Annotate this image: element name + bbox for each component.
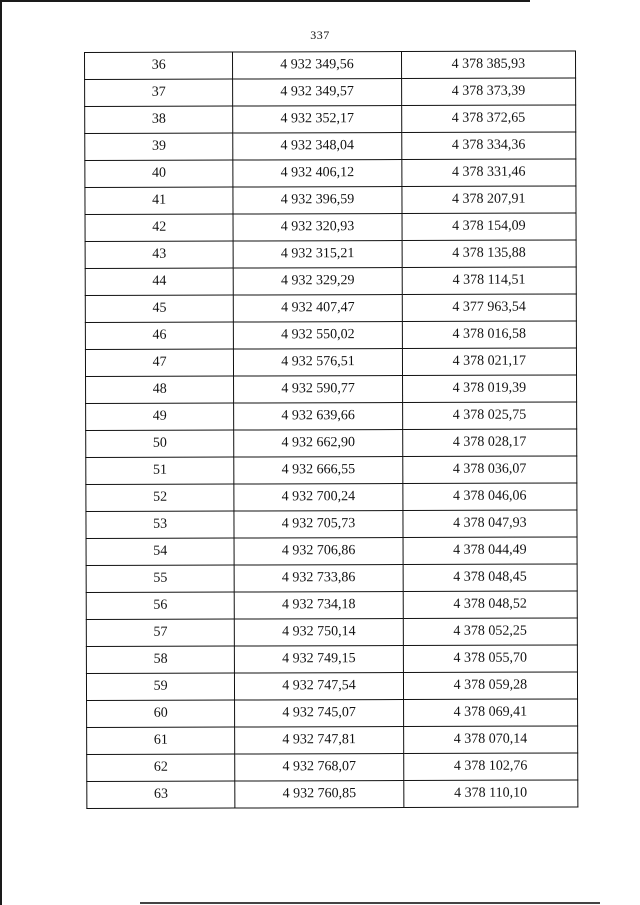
point-number-cell: 58 [86,646,234,673]
x-coordinate-cell: 4 932 706,86 [234,538,402,566]
table-row [86,402,577,431]
x-coordinate-cell: 4 932 734,18 [235,592,403,620]
x-coordinate-cell: 4 932 396,59 [233,187,401,215]
table-row [85,132,576,161]
y-coordinate-cell: 4 378 154,09 [402,213,576,241]
scan-edge-top [0,0,530,2]
x-coordinate-cell: 4 932 590,77 [234,376,402,404]
point-number-cell: 54 [86,538,234,565]
x-coordinate-cell: 4 932 407,47 [234,295,402,323]
table-row [85,213,576,242]
page-number: 337 [310,28,330,42]
x-coordinate-cell: 4 932 576,51 [234,349,402,377]
x-coordinate-cell: 4 932 760,85 [235,781,403,809]
y-coordinate-cell: 4 378 052,25 [403,618,577,646]
x-coordinate-cell: 4 932 329,29 [234,268,402,296]
point-number-cell: 38 [85,106,233,133]
point-number-cell: 43 [85,241,233,268]
x-coordinate-cell: 4 932 550,02 [234,322,402,350]
table-row [85,105,576,134]
table-row [85,321,576,350]
y-coordinate-cell: 4 378 334,36 [401,132,575,160]
point-number-cell: 62 [87,754,235,781]
point-number-cell: 57 [86,619,234,646]
table-row [87,699,578,728]
point-number-cell: 51 [86,457,234,484]
y-coordinate-cell: 4 378 385,93 [401,51,575,79]
point-number-cell: 46 [85,322,233,349]
x-coordinate-cell: 4 932 320,93 [233,214,401,242]
table-row [86,510,577,539]
table-row [86,672,577,701]
coordinates-table-body [85,51,578,809]
point-number-cell: 44 [85,268,233,295]
x-coordinate-cell: 4 932 705,73 [234,511,402,539]
table-row [87,753,578,782]
point-number-cell: 36 [85,52,233,79]
scan-edge-bottom [140,902,600,904]
y-coordinate-cell: 4 378 025,75 [402,402,576,430]
table-row [86,537,577,566]
coordinates-table [84,50,578,809]
table-row [86,618,577,647]
point-number-cell: 63 [87,781,235,808]
table-row [85,78,576,107]
y-coordinate-cell: 4 378 135,88 [402,240,576,268]
y-coordinate-cell: 4 378 016,58 [402,321,576,349]
point-number-cell: 49 [86,403,234,430]
x-coordinate-cell: 4 932 700,24 [234,484,402,512]
y-coordinate-cell: 4 378 028,17 [402,429,576,457]
x-coordinate-cell: 4 932 768,07 [235,754,403,782]
point-number-cell: 52 [86,484,234,511]
x-coordinate-cell: 4 932 406,12 [233,160,401,188]
table-row [87,780,578,809]
y-coordinate-cell: 4 378 372,65 [401,105,575,133]
y-coordinate-cell: 4 378 044,49 [403,537,577,565]
point-number-cell: 56 [86,592,234,619]
point-number-cell: 45 [85,295,233,322]
table-row [85,240,576,269]
point-number-cell: 37 [85,79,233,106]
point-number-cell: 48 [86,376,234,403]
point-number-cell: 53 [86,511,234,538]
y-coordinate-cell: 4 377 963,54 [402,294,576,322]
table-row [85,186,576,215]
y-coordinate-cell: 4 378 070,14 [403,726,577,754]
x-coordinate-cell: 4 932 662,90 [234,430,402,458]
y-coordinate-cell: 4 378 373,39 [401,78,575,106]
table-row [85,159,576,188]
table-row [86,564,577,593]
table-row [86,483,577,512]
y-coordinate-cell: 4 378 110,10 [403,780,577,808]
y-coordinate-cell: 4 378 048,52 [403,591,577,619]
x-coordinate-cell: 4 932 733,86 [234,565,402,593]
point-number-cell: 61 [87,727,235,754]
table-row [86,645,577,674]
y-coordinate-cell: 4 378 069,41 [403,699,577,727]
point-number-cell: 39 [85,133,233,160]
point-number-cell: 50 [86,430,234,457]
y-coordinate-cell: 4 378 055,70 [403,645,577,673]
x-coordinate-cell: 4 932 666,55 [234,457,402,485]
x-coordinate-cell: 4 932 352,17 [233,106,401,134]
point-number-cell: 42 [85,214,233,241]
table-row [85,294,576,323]
y-coordinate-cell: 4 378 331,46 [402,159,576,187]
y-coordinate-cell: 4 378 207,91 [402,186,576,214]
table-row [86,456,577,485]
table-row [85,348,576,377]
point-number-cell: 60 [87,700,235,727]
point-number-cell: 41 [85,187,233,214]
table-row [86,429,577,458]
point-number-cell: 47 [85,349,233,376]
x-coordinate-cell: 4 932 745,07 [235,700,403,728]
y-coordinate-cell: 4 378 047,93 [403,510,577,538]
x-coordinate-cell: 4 932 639,66 [234,403,402,431]
scan-edge-left [0,0,2,905]
x-coordinate-cell: 4 932 750,14 [235,619,403,647]
table-row [85,267,576,296]
table-row [86,375,577,404]
y-coordinate-cell: 4 378 059,28 [403,672,577,700]
x-coordinate-cell: 4 932 747,81 [235,727,403,755]
point-number-cell: 59 [86,673,234,700]
table-row [85,51,576,80]
y-coordinate-cell: 4 378 102,76 [403,753,577,781]
y-coordinate-cell: 4 378 019,39 [402,375,576,403]
y-coordinate-cell: 4 378 046,06 [403,483,577,511]
x-coordinate-cell: 4 932 349,57 [233,79,401,107]
x-coordinate-cell: 4 932 747,54 [235,673,403,701]
y-coordinate-cell: 4 378 021,17 [402,348,576,376]
table-row [86,591,577,620]
point-number-cell: 55 [86,565,234,592]
y-coordinate-cell: 4 378 036,07 [402,456,576,484]
table-row [87,726,578,755]
x-coordinate-cell: 4 932 349,56 [233,52,401,80]
y-coordinate-cell: 4 378 048,45 [403,564,577,592]
x-coordinate-cell: 4 932 348,04 [233,133,401,161]
x-coordinate-cell: 4 932 315,21 [233,241,401,269]
point-number-cell: 40 [85,160,233,187]
x-coordinate-cell: 4 932 749,15 [235,646,403,674]
y-coordinate-cell: 4 378 114,51 [402,267,576,295]
